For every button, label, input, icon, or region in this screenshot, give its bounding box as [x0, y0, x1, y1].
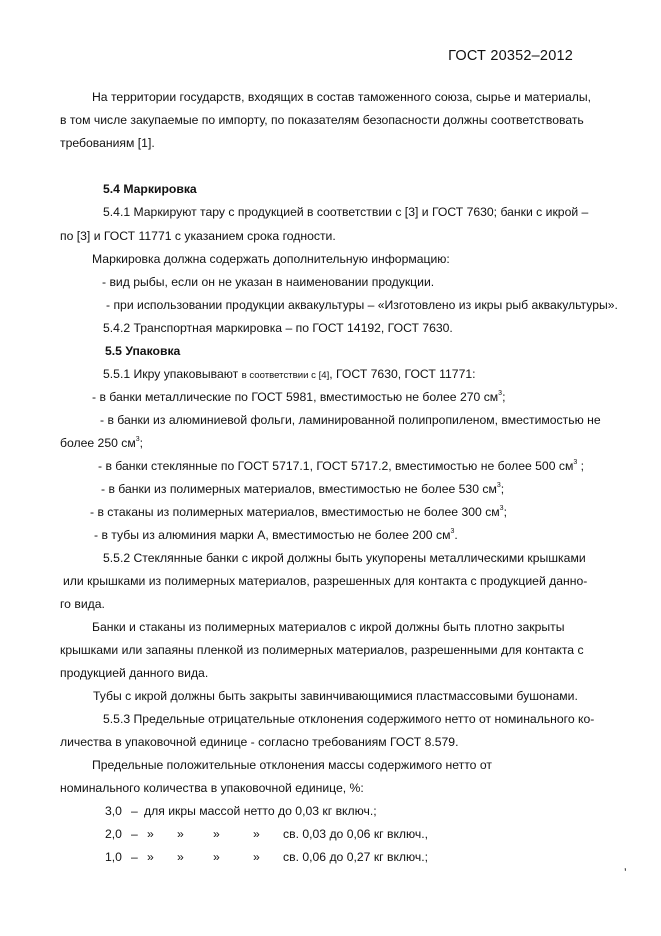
standard-number: ГОСТ 20352–2012	[448, 48, 573, 64]
cube-superscript: 3	[499, 505, 504, 512]
tolerance-dash: –	[131, 850, 138, 864]
pack-item-foil-line-1: - в банки из алюминиевой фольги, ламинированной полипропиленом, вместимостью не	[100, 413, 601, 427]
clause-5-5-2-line-3: го вида.	[60, 597, 105, 611]
clause-5-5-1	[103, 367, 476, 383]
tolerance-value: 2,0	[105, 827, 122, 841]
positive-deviation-line-2: номинального количества в упаковочной единице, %:	[60, 781, 364, 795]
polymer-closure-line-1: Банки и стаканы из полимерных материалов с икрой должны быть плотно закрыты	[92, 620, 565, 634]
clause-5-5-2-line-1: 5.5.2 Стеклянные банки с икрой должны быть укупорены металлическими крышками	[103, 551, 586, 565]
pack-item-glass: - в банки стеклянные по ГОСТ 5717.1, ГОСТ 5717.2, вместимостью не более 500 $см^3$ ;	[98, 459, 585, 473]
ditto-mark: »	[147, 827, 154, 841]
marking-item-aquaculture: - при использовании продукции аквакультуры – «Изготовлено из икры рыб аквакультуры».	[106, 298, 618, 312]
ditto-mark: »	[213, 850, 220, 864]
marking-item-fish-type: - вид рыбы, если он не указан в наименовании продукции.	[102, 275, 435, 289]
clause-5-5-1-reference: в соответствии с [4]	[241, 370, 330, 381]
polymer-closure-line-2: крышками или запаяны пленкой из полимерных материалов, разрешенными для контакта с	[60, 643, 584, 657]
clause-5-5-1-end: , ГОСТ 7630, ГОСТ 11771:	[329, 367, 476, 381]
pack-item-polymer: - в банки из полимерных материалов, вместимостью не более 530 $см^3$;	[101, 482, 505, 496]
tolerance-dash: –	[131, 804, 138, 818]
pack-item-foil-line-2: более 250 $см^3$;	[60, 436, 144, 450]
section-5-4-heading: 5.4 Маркировка	[103, 182, 197, 196]
ditto-mark: »	[253, 850, 260, 864]
pack-item-tubes: - в тубы из алюминия марки А, вместимостью не более 200 $см^3$.	[94, 528, 458, 542]
clause-5-4-2: 5.4.2 Транспортная маркировка – по ГОСТ 14192, ГОСТ 7630.	[103, 321, 453, 335]
polymer-closure-line-3: продукцией данного вида.	[60, 666, 209, 680]
intro-line-1: На территории государств, входящих в состав таможенного союза, сырье и материалы,	[92, 90, 592, 104]
ditto-mark: »	[147, 850, 154, 864]
cube-superscript: 3	[573, 459, 578, 466]
clause-5-5-3-line-2: личества в упаковочной единице - согласно требованиям ГОСТ 8.579.	[60, 735, 459, 749]
tolerance-text: св. 0,06 до 0,27 кг включ.;	[283, 850, 429, 864]
ditto-mark: »	[213, 827, 220, 841]
ditto-mark: »	[177, 827, 184, 841]
tolerance-text: св. 0,03 до 0,06 кг включ.,	[283, 827, 429, 841]
ditto-mark: »	[177, 850, 184, 864]
tolerance-text: для икры массой нетто до 0,03 кг включ.;	[144, 804, 377, 818]
cube-superscript: 3	[498, 390, 503, 397]
pack-item-metal: - в банки металлические по ГОСТ 5981, вместимостью не более 270 $см^3$;	[92, 390, 506, 404]
page-mark: ʼ	[624, 866, 627, 880]
tolerance-dash: –	[131, 827, 138, 841]
pack-item-cups: - в стаканы из полимерных материалов, вместимостью не более 300 $см^3$;	[90, 505, 507, 519]
clause-5-5-3-line-1: 5.5.3 Предельные отрицательные отклонения содержимого нетто от номинального ко-	[103, 712, 595, 726]
cube-superscript: 3	[135, 436, 140, 443]
ditto-mark: »	[253, 827, 260, 841]
clause-5-4-1-line-1: 5.4.1 Маркируют тару с продукцией в соответствии с [3] и ГОСТ 7630; банки с икрой –	[103, 205, 589, 219]
tolerance-value: 1,0	[105, 850, 122, 864]
clause-5-4-1-line-2: по [3] и ГОСТ 11771 с указанием срока годности.	[60, 229, 336, 243]
cube-superscript: 3	[450, 528, 455, 535]
marking-info-paragraph: Маркировка должна содержать дополнительную информацию:	[92, 252, 450, 266]
tubes-closure-paragraph: Тубы с икрой должны быть закрыты завинчивающимися пластмассовыми бушонами.	[93, 689, 578, 703]
cube-superscript: 3	[496, 482, 501, 489]
tolerance-value: 3,0	[105, 804, 122, 818]
intro-line-3: требованиям [1].	[60, 136, 155, 150]
clause-5-5-2-line-2: или крышками из полимерных материалов, разрешенных для контакта с продукцией данно-	[63, 574, 588, 588]
positive-deviation-line-1: Предельные положительные отклонения массы содержимого нетто от	[92, 758, 492, 772]
section-5-5-heading: 5.5 Упаковка	[105, 344, 181, 358]
clause-5-5-1-start: 5.5.1 Икру упаковывают	[103, 367, 242, 381]
intro-line-2: в том числе закупаемые по импорту, по показателям безопасности должны соответствовать	[60, 113, 584, 127]
